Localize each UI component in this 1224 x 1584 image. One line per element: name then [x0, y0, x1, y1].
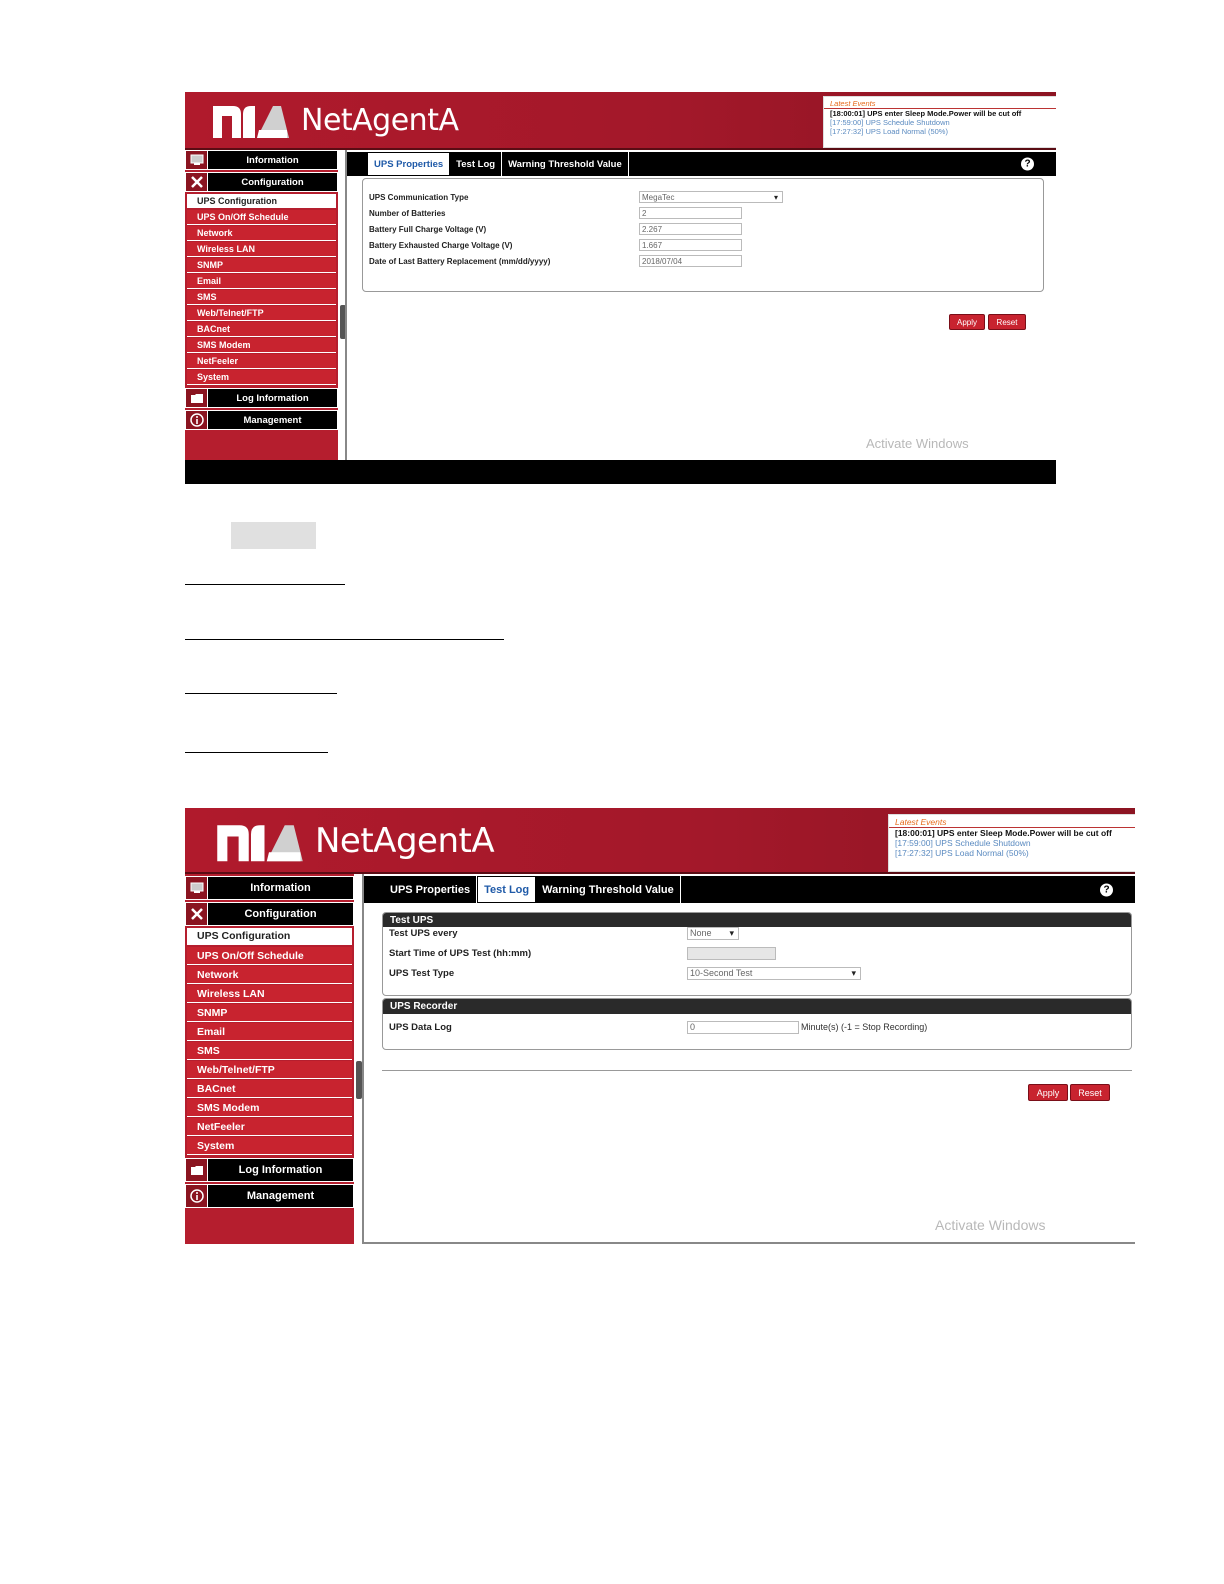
sidebar — [185, 874, 354, 1244]
latest-events-box — [823, 96, 1056, 148]
comm-type-select[interactable]: MegaTec ▾ — [639, 191, 783, 203]
netagent-logo-icon — [211, 100, 291, 140]
sidebar-item-wireless-lan[interactable]: Wireless LAN — [187, 242, 336, 257]
help-icon[interactable]: ? — [1100, 883, 1113, 896]
sidebar-configuration-label: Configuration — [244, 908, 317, 920]
underline-placeholder — [185, 693, 337, 694]
sidebar-management-label: Management — [246, 1190, 315, 1202]
exhausted-label: Battery Exhausted Charge Voltage (V) — [369, 240, 513, 250]
activate-windows-watermark: Activate Windows — [935, 1217, 1046, 1233]
sidebar-information-label: Information — [246, 154, 299, 166]
sidebar-item-snmp[interactable]: SNMP — [187, 1004, 352, 1022]
sidebar-log-information[interactable] — [185, 388, 338, 408]
data-log-label: UPS Data Log — [389, 1021, 452, 1033]
sidebar-item-sms[interactable]: SMS — [187, 1042, 352, 1060]
sidebar-management[interactable] — [185, 410, 338, 430]
logo — [215, 818, 494, 864]
data-log-input[interactable]: 0 — [687, 1021, 799, 1034]
test-ups-panel — [382, 912, 1132, 996]
sidebar-item-network[interactable]: Network — [187, 226, 336, 241]
sidebar-configuration-label: Configuration — [241, 176, 304, 188]
tab-ups-properties[interactable]: UPS Properties — [367, 152, 450, 176]
main-content — [345, 150, 1056, 460]
event-line: [17:27:32] UPS Load Normal (50%) — [830, 127, 948, 136]
apply-button[interactable]: Apply — [949, 314, 985, 330]
underline-placeholder — [185, 639, 504, 640]
sidebar-item-sms-modem[interactable]: SMS Modem — [187, 338, 336, 353]
monitor-icon — [186, 877, 208, 899]
tab-test-log[interactable]: Test Log — [477, 876, 536, 903]
brand-name: NetAgentA — [301, 102, 459, 138]
folder-icon — [186, 389, 208, 407]
underline-placeholder — [185, 752, 328, 753]
sidebar-log-information[interactable] — [185, 1158, 354, 1182]
events-title: Latest Events — [824, 97, 1056, 109]
exhausted-input[interactable]: 1.667 — [639, 239, 742, 251]
sidebar-information-label: Information — [250, 882, 311, 894]
sidebar-item-system[interactable]: System — [187, 1137, 352, 1155]
sidebar-management[interactable] — [185, 1184, 354, 1208]
help-icon[interactable]: ? — [1021, 158, 1034, 171]
tab-warning-threshold-value[interactable]: Warning Threshold Value — [536, 876, 681, 903]
tab-test-log[interactable]: Test Log — [450, 152, 502, 176]
events-title: Latest Events — [889, 815, 1135, 828]
screenshot-test-log — [185, 808, 1135, 1244]
highlight-block — [231, 522, 316, 549]
sidebar-item-ups-onoff-schedule[interactable]: UPS On/Off Schedule — [187, 210, 336, 225]
tab-bar — [347, 152, 1056, 176]
replacement-date-label: Date of Last Battery Replacement (mm/dd/yyyy) — [369, 256, 551, 266]
test-ups-heading: Test UPS — [383, 913, 1131, 927]
test-type-select[interactable]: 10-Second Test ▾ — [687, 967, 861, 980]
ups-properties-panel — [362, 178, 1044, 292]
tools-icon — [186, 173, 208, 191]
full-charge-label: Battery Full Charge Voltage (V) — [369, 224, 487, 234]
sidebar-management-label: Management — [243, 414, 302, 426]
tab-warning-threshold-value[interactable]: Warning Threshold Value — [502, 152, 629, 176]
sidebar-item-email[interactable]: Email — [187, 1023, 352, 1041]
sidebar-item-web-telnet-ftp[interactable]: Web/Telnet/FTP — [187, 1061, 352, 1079]
ups-recorder-panel — [382, 998, 1132, 1050]
monitor-icon — [186, 151, 208, 169]
main-content — [362, 874, 1135, 1244]
info-icon — [186, 411, 208, 429]
sidebar — [185, 150, 338, 460]
header-bar — [185, 808, 1135, 872]
num-batteries-input[interactable]: 2 — [639, 207, 742, 219]
sidebar-configuration[interactable] — [185, 902, 354, 926]
replacement-date-input[interactable]: 2018/07/04 — [639, 255, 742, 267]
reset-button[interactable]: Reset — [1070, 1084, 1110, 1101]
bottom-bar — [185, 460, 1056, 484]
sidebar-item-netfeeler[interactable]: NetFeeler — [187, 1118, 352, 1136]
reset-button[interactable]: Reset — [988, 314, 1026, 330]
sidebar-log-information-label: Log Information — [238, 1164, 323, 1176]
logo — [211, 100, 458, 140]
start-time-label: Start Time of UPS Test (hh:mm) — [389, 947, 532, 959]
start-time-input[interactable] — [687, 947, 776, 960]
sidebar-item-netfeeler[interactable]: NetFeeler — [187, 354, 336, 369]
test-type-label: UPS Test Type — [389, 967, 455, 979]
sidebar-ups-configuration[interactable]: UPS Configuration — [187, 928, 352, 945]
brand-name: NetAgentA — [315, 821, 495, 861]
data-log-hint: Minute(s) (-1 = Stop Recording) — [801, 1022, 928, 1032]
tab-ups-properties[interactable]: UPS Properties — [384, 876, 477, 903]
folder-icon — [186, 1159, 208, 1181]
latest-events-box — [888, 814, 1135, 872]
sidebar-configuration[interactable] — [185, 172, 338, 192]
sidebar-item-web-telnet-ftp[interactable]: Web/Telnet/FTP — [187, 306, 336, 321]
activate-windows-watermark: Activate Windows — [866, 436, 969, 451]
sidebar-item-sms[interactable]: SMS — [187, 290, 336, 305]
sidebar-information[interactable] — [185, 150, 338, 170]
event-line: [18:00:01] UPS enter Sleep Mode.Power will be cut off — [830, 109, 1022, 118]
sidebar-item-bacnet[interactable]: BACnet — [187, 322, 336, 337]
header-bar — [185, 92, 1056, 148]
info-icon — [186, 1185, 208, 1207]
comm-type-label: UPS Communication Type — [369, 192, 469, 202]
sidebar-information[interactable] — [185, 876, 354, 900]
sidebar-ups-configuration[interactable]: UPS Configuration — [187, 194, 336, 208]
test-every-label: Test UPS every — [389, 927, 458, 939]
ups-recorder-heading: UPS Recorder — [383, 999, 1131, 1014]
sidebar-item-system[interactable]: System — [187, 370, 336, 385]
num-batteries-label: Number of Batteries — [369, 208, 446, 218]
sidebar-item-bacnet[interactable]: BACnet — [187, 1080, 352, 1098]
content-bottom-border — [362, 1242, 1135, 1244]
screenshot-ups-properties — [185, 92, 1056, 484]
tab-bar — [364, 876, 1135, 903]
event-line: [18:00:01] UPS enter Sleep Mode.Power will be cut off — [895, 828, 1112, 838]
sidebar-item-snmp[interactable]: SNMP — [187, 258, 336, 273]
sidebar-item-sms-modem[interactable]: SMS Modem — [187, 1099, 352, 1117]
underline-placeholder — [185, 584, 345, 585]
event-line: [17:59:00] UPS Schedule Shutdown — [830, 118, 950, 127]
event-line: [17:27:32] UPS Load Normal (50%) — [895, 848, 1029, 859]
full-charge-input[interactable]: 2.267 — [639, 223, 742, 235]
sidebar-item-email[interactable]: Email — [187, 274, 336, 289]
sidebar-log-information-label: Log Information — [236, 392, 309, 404]
tools-icon — [186, 903, 208, 925]
apply-button[interactable]: Apply — [1028, 1084, 1068, 1101]
sidebar-item-wireless-lan[interactable]: Wireless LAN — [187, 985, 352, 1003]
netagent-logo-icon — [215, 818, 305, 864]
event-line: [17:59:00] UPS Schedule Shutdown — [895, 838, 1031, 849]
content-divider — [382, 1070, 1132, 1071]
test-every-select[interactable]: None ▾ — [687, 927, 739, 940]
sidebar-item-network[interactable]: Network — [187, 966, 352, 984]
sidebar-item-ups-onoff-schedule[interactable]: UPS On/Off Schedule — [187, 947, 352, 965]
